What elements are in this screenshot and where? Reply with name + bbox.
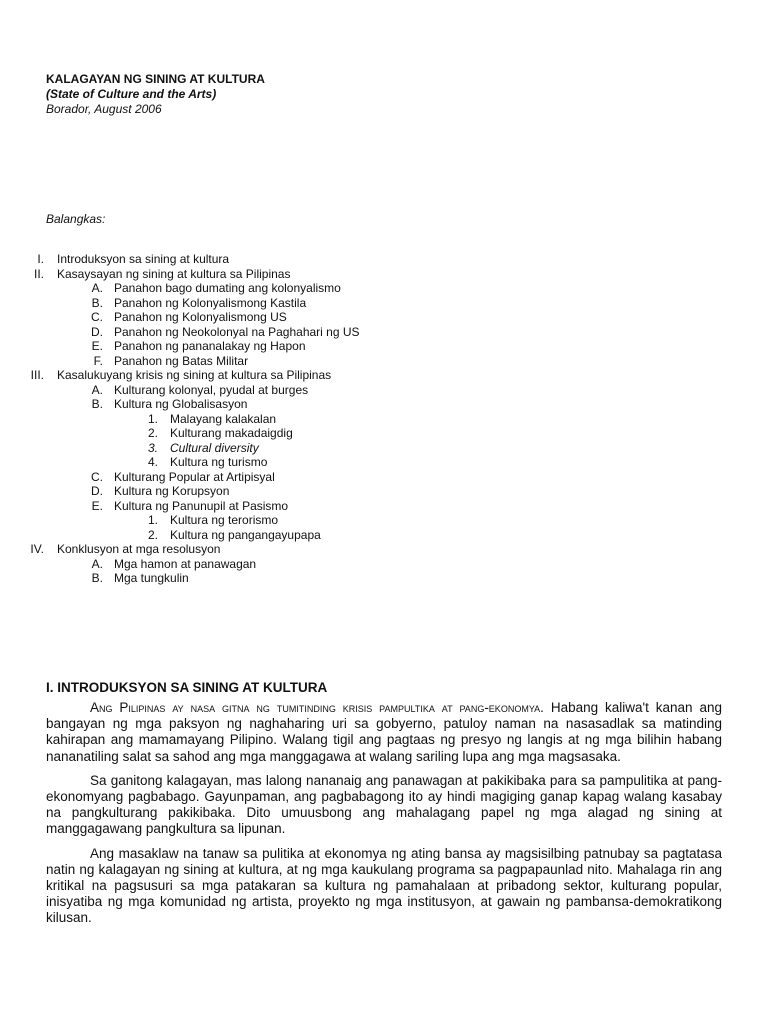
outline-item (0, 441, 768, 456)
outline-item (0, 470, 768, 485)
outline-item-text: Kasaysayan ng sining at kultura sa Pilipinas (57, 266, 291, 281)
outline-item (0, 397, 768, 412)
outline-item-number: D. (91, 484, 103, 498)
outline-item-text: Kulturang makadaigdig (170, 426, 293, 440)
outline-item (0, 499, 768, 514)
outline-item-number: B. (91, 571, 103, 585)
outline-item-text: Panahon bago dumating ang kolonyalismo (114, 281, 341, 295)
outline-item (0, 339, 768, 354)
outline-item-number: E. (91, 339, 103, 353)
outline-item-text: Kulturang Popular at Artipisyal (114, 469, 275, 484)
outline-item-text: Cultural diversity (170, 440, 259, 455)
outline-item (0, 557, 768, 572)
outline-item-number: 2. (147, 527, 158, 542)
outline-item-text: Kultura ng pangangayupapa (170, 527, 321, 542)
outline-item (0, 484, 768, 499)
section-title: I. INTRODUKSYON SA SINING AT KULTURA (46, 680, 328, 695)
outline-list (0, 252, 768, 586)
outline-item-text: Mga hamon at panawagan (114, 556, 257, 571)
outline-item-number: 1. (147, 411, 158, 426)
outline-item (0, 310, 768, 325)
outline-item-number: 3. (147, 440, 158, 455)
outline-item (0, 412, 768, 427)
outline-item-number: A. (91, 556, 103, 571)
outline-item (0, 368, 768, 383)
outline-item-text: Kultura ng Korupsyon (114, 484, 230, 498)
outline-item-number: B. (91, 295, 103, 310)
outline-item-text: Panahon ng Kolonyalismong US (114, 310, 287, 324)
outline-item-text: Kultura ng Globalisasyon (114, 397, 248, 411)
outline-item (0, 383, 768, 398)
outline-item-text: Malayang kalakalan (170, 411, 277, 426)
outline-item-text: Kultura ng turismo (170, 455, 268, 469)
outline-item (0, 296, 768, 311)
document-subtitle: (State of Culture and the Arts) (46, 87, 217, 101)
outline-item-number: A. (91, 382, 103, 397)
outline-item-text: Kultura ng Panunupil at Pasismo (114, 498, 289, 513)
outline-item (0, 252, 768, 267)
outline-item-number: 2. (147, 426, 158, 440)
outline-item-number: III. (30, 368, 44, 382)
outline-item-text: Kulturang kolonyal, pyudal at burges (114, 382, 309, 397)
outline-item-number: B. (91, 397, 103, 411)
outline-item-text: Kultura ng terorismo (170, 513, 279, 527)
outline-item-text: Mga tungkulin (114, 571, 189, 585)
outline-item-number: II. (33, 266, 44, 281)
outline-item-number: C. (91, 310, 103, 324)
paragraph-1-lead: Ang Pilipinas ay nasa gitna ng tumitinding krisis pampultika at pang-ekonomya. (90, 700, 544, 715)
paragraph-1-rest: Habang kaliwa't kanan ang bangayan ng mga paksyon ng naghaharing uri sa gobyerno, patuloy naman na nasasadlak sa matinding kahirapan ang mamamayang Pilipino. Walang tigil ang pagtaas ng presyo ng langis at ng mga bilihin habang nananatiling salat sa sahod ang mga manggagawa at walang sariling lupa ang mga magsasaka. (46, 700, 722, 764)
paragraph-2: Sa ganitong kalagayan, mas lalong nananaig ang panawagan at pakikibaka para sa pampulitika at pang-ekonomyang pagbabago. Gayunpaman, ang pagbabagong ito ay hindi magiging ganap kapag walang kasabay na pangkulturang pakikibaka. Dito umuusbong ang mahalagang papel ng mga alagad ng sining at manggagawang pangkultura sa lipunan. (46, 772, 722, 837)
outline-item-number: 1. (147, 513, 158, 527)
outline-item (0, 325, 768, 340)
outline-item (0, 542, 768, 557)
outline-item-number: 4. (147, 455, 158, 469)
outline-item-number: A. (91, 281, 103, 295)
outline-item-number: E. (91, 498, 103, 513)
outline-item (0, 528, 768, 543)
paragraph-1 (46, 700, 722, 765)
outline-item-number: F. (93, 353, 103, 368)
section-body (46, 700, 722, 935)
outline-item (0, 281, 768, 296)
outline-item (0, 354, 768, 369)
outline-heading: Balangkas: (46, 212, 106, 226)
outline-item-text: Panahon ng Batas Militar (114, 353, 249, 368)
outline-item-text: Panahon ng Kolonyalismong Kastila (114, 295, 307, 310)
document-header (46, 72, 265, 117)
outline-item-text: Konklusyon at mga resolusyon (57, 542, 221, 556)
outline-item (0, 267, 768, 282)
outline-item (0, 571, 768, 586)
outline-item-text: Panahon ng pananalakay ng Hapon (114, 339, 306, 353)
draft-note: Borador, August 2006 (46, 102, 162, 116)
outline-item-number: C. (91, 469, 103, 484)
document-title: KALAGAYAN NG SINING AT KULTURA (46, 72, 265, 86)
outline-item (0, 426, 768, 441)
outline-item (0, 513, 768, 528)
outline-item-number: IV. (30, 542, 44, 556)
outline-item-number: D. (91, 324, 103, 339)
outline-item-text: Panahon ng Neokolonyal na Paghahari ng US (114, 324, 360, 339)
outline-item-text: Kasalukuyang krisis ng sining at kultura sa Pilipinas (57, 368, 332, 382)
paragraph-3: Ang masaklaw na tanaw sa pulitika at ekonomya ng ating bansa ay magsisilbing patnubay sa pagtatasa natin ng kalagayan ng sining at kultura, at ng mga kaukulang programa sa pagpapaunlad nito. Mahalaga rin ang kritikal na pagsusuri sa mga patakaran sa kultura ng pamahalaan at pribadong sektor, kulturang popular, inisyatiba ng mga komunidad ng artista, proyekto ng mga institusyon, at gawain ng pambansa-demokratikong kilusan. (46, 845, 722, 926)
outline-item-text: Introduksyon sa sining at kultura (57, 252, 230, 266)
outline-item (0, 455, 768, 470)
outline-item-number: I. (37, 252, 44, 266)
